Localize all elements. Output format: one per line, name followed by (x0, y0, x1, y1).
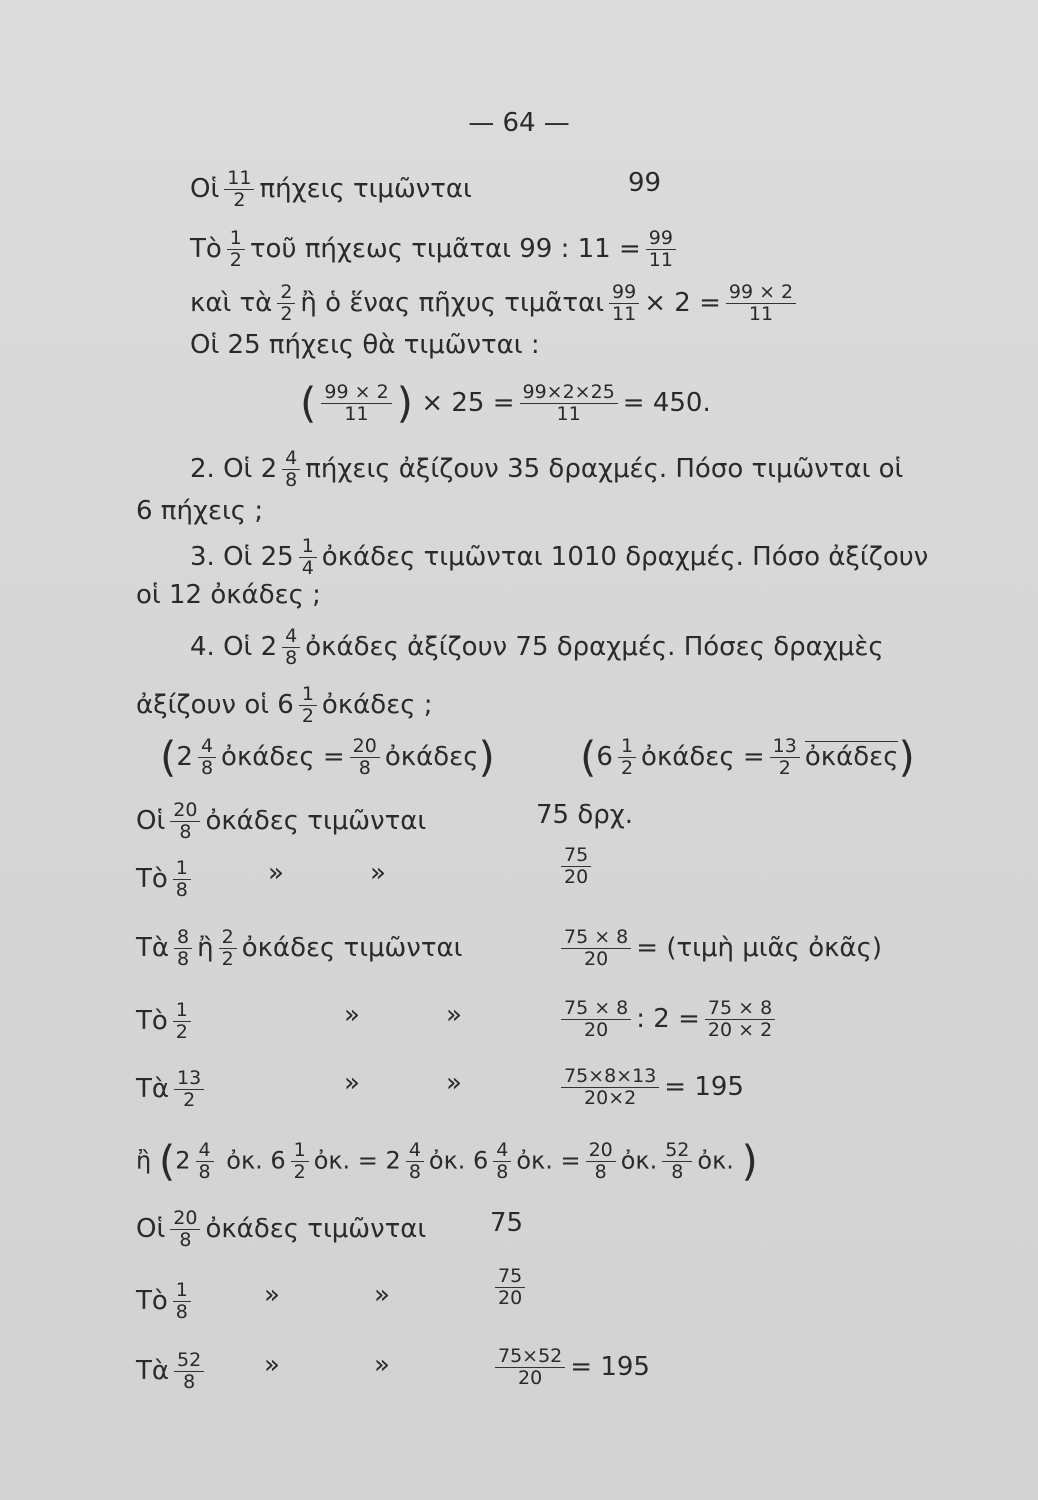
value (490, 1266, 530, 1309)
fraction: $\frac{99 \times 2}{11}$ (726, 282, 796, 325)
alternative: ἢ (2 $\frac{4}{8}$ ὀκ. 6 $\frac{1}{2}$ ὀκ. = 2 $\frac{4}{8}$ ὀκ. 6 $\frac{4}{8}$ ὀκ. = $\frac{20}{8}$ ὀκ. $\frac{52}{8}$ ὀκ. ) (136, 1136, 758, 1186)
sol-4: Τὸ $\frac{1}{2}$ (136, 1000, 196, 1043)
ditto: » (268, 858, 284, 888)
value: $\frac{75\times 8\times 13}{20\times 2}$ = 195 (556, 1066, 744, 1109)
text: πήχεις τιμῶνται (259, 174, 472, 204)
page-number: — 64 — (468, 108, 570, 138)
fraction: $\frac{13}{2}$ (770, 736, 800, 779)
problem-4-cont: ἀξίζουν οἱ 6 $\frac{1}{2}$ ὀκάδες ; (136, 683, 433, 727)
value (556, 845, 596, 888)
fraction: $\frac{1}{2}$ (227, 228, 245, 271)
text: Oἱ (190, 174, 220, 204)
fraction: $\frac{1}{8}$ (173, 1280, 191, 1323)
line-l2: Τὸ $\frac{1}{2}$ τοῦ πήχεως τιμᾶται 99 : 11 = $\frac{99}{11}$ (190, 228, 681, 271)
fraction: $\frac{20}{8}$ (350, 736, 380, 779)
line-l5: ( $\frac{99 \times 2}{11}$ ) × 25 = $\frac{99\times 2\times 25}{11}$ = 450. (300, 378, 711, 428)
value: $\frac{75 \times 8}{20}$ = (τιμὴ μιᾶς ὀκᾶς) (556, 927, 882, 970)
fraction: $\frac{99\times 2\times 25}{11}$ (520, 382, 618, 425)
conversion-right: (6 $\frac{1}{2}$ ὀκάδες = $\frac{13}{2}$ ὀκάδες) (580, 732, 915, 782)
fraction: $\frac{11}{2}$ (224, 168, 254, 211)
alt-sol-3: Τὰ $\frac{52}{8}$ (136, 1350, 209, 1393)
value: 99 (628, 168, 662, 198)
fraction: $\frac{1}{8}$ (173, 858, 191, 901)
value: $\frac{75\times 52}{20}$ = 195 (490, 1346, 650, 1389)
fraction: $\frac{75 \times 8}{20}$ (561, 998, 631, 1041)
fraction: $\frac{75}{20}$ (561, 845, 591, 888)
problem-3: 3. Oἱ 25 $\frac{1}{4}$ ὀκάδες τιμῶνται 1010 δραχμές. Πόσο ἀξίζουν (190, 535, 929, 579)
fraction: $\frac{1}{2}$ (291, 1140, 309, 1183)
problem-3-cont: οἱ 12 ὀκάδες ; (136, 580, 321, 610)
fraction: $\frac{52}{8}$ (662, 1140, 692, 1183)
fraction: $\frac{75}{20}$ (495, 1266, 525, 1309)
fraction: $\frac{75\times 8\times 13}{20\times 2}$ (561, 1066, 659, 1109)
fraction: $\frac{1}{4}$ (299, 536, 317, 579)
alt-sol-1: Oἱ $\frac{20}{8}$ ὀκάδες τιμῶνται (136, 1207, 427, 1251)
fraction: $\frac{1}{2}$ (618, 736, 636, 779)
fraction: $\frac{4}{8}$ (282, 626, 300, 669)
line-l4: Oἱ 25 πήχεις θὰ τιμῶνται : (190, 330, 540, 360)
fraction: $\frac{99}{11}$ (646, 228, 676, 271)
fraction: $\frac{1}{2}$ (299, 684, 317, 727)
line-l3: καὶ τὰ $\frac{2}{2}$ ἢ ὁ ἕνας πῆχυς τιμᾶται $\frac{99}{11}$ × 2 = $\frac{99 \times 2}{11}$ (190, 282, 801, 325)
fraction: $\frac{2}{2}$ (277, 282, 295, 325)
ditto: » (370, 858, 386, 888)
line-l1 (190, 168, 472, 211)
fraction: $\frac{75\times 52}{20}$ (495, 1346, 565, 1389)
sol-2: Τὸ $\frac{1}{8}$ (136, 858, 196, 901)
fraction: $\frac{4}{8}$ (493, 1140, 511, 1183)
fraction: $\frac{75 \times 8}{20}$ (561, 927, 631, 970)
ditto: » (374, 1280, 390, 1310)
fraction: $\frac{99}{11}$ (609, 282, 639, 325)
problem-2-cont: 6 πήχεις ; (136, 496, 264, 526)
fraction: $\frac{20}{8}$ (586, 1140, 616, 1183)
sol-5: Τὰ $\frac{13}{2}$ (136, 1068, 209, 1111)
value: $\frac{75 \times 8}{20}$ : 2 = $\frac{75 \times 8}{20 \times 2}$ (556, 998, 780, 1041)
sol-1: Oἱ $\frac{20}{8}$ ὀκάδες τιμῶνται (136, 799, 427, 843)
value: 75 δρχ. (536, 800, 634, 830)
fraction: $\frac{4}{8}$ (196, 1140, 214, 1183)
ditto: » (264, 1350, 280, 1380)
fraction: $\frac{4}{8}$ (406, 1140, 424, 1183)
problem-2: 2. Oἱ 2 $\frac{4}{8}$ πήχεις ἀξίζουν 35 δραχμές. Πόσο τιμῶνται οἱ (190, 447, 904, 491)
fraction: $\frac{2}{2}$ (219, 927, 237, 970)
value: 75 (490, 1208, 524, 1238)
ditto: » (374, 1350, 390, 1380)
sol-3: Τὰ $\frac{8}{8}$ ἢ $\frac{2}{2}$ ὀκάδες τιμῶνται (136, 926, 463, 970)
fraction: $\frac{52}{8}$ (174, 1350, 204, 1393)
fraction: $\frac{13}{2}$ (174, 1068, 204, 1111)
ditto: » (446, 1000, 462, 1030)
problem-4: 4. Oἱ 2 $\frac{4}{8}$ ὀκάδες ἀξίζουν 75 δραχμές. Πόσες δραχμὲς (190, 625, 884, 669)
fraction: $\frac{99 \times 2}{11}$ (321, 382, 391, 425)
ditto: » (344, 1000, 360, 1030)
fraction: $\frac{75 \times 8}{20 \times 2}$ (705, 998, 775, 1041)
fraction: $\frac{20}{8}$ (170, 1208, 200, 1251)
ditto: » (344, 1068, 360, 1098)
conversion-left: (2 $\frac{4}{8}$ ὀκάδες = $\frac{20}{8}$ ὀκάδες) (160, 732, 495, 782)
fraction: $\frac{4}{8}$ (282, 448, 300, 491)
fraction: $\frac{20}{8}$ (170, 800, 200, 843)
ditto: » (446, 1068, 462, 1098)
fraction: $\frac{1}{2}$ (173, 1000, 191, 1043)
fraction: $\frac{8}{8}$ (174, 927, 192, 970)
ditto: » (264, 1280, 280, 1310)
fraction: $\frac{4}{8}$ (198, 736, 216, 779)
alt-sol-2: Τὸ $\frac{1}{8}$ (136, 1280, 196, 1323)
